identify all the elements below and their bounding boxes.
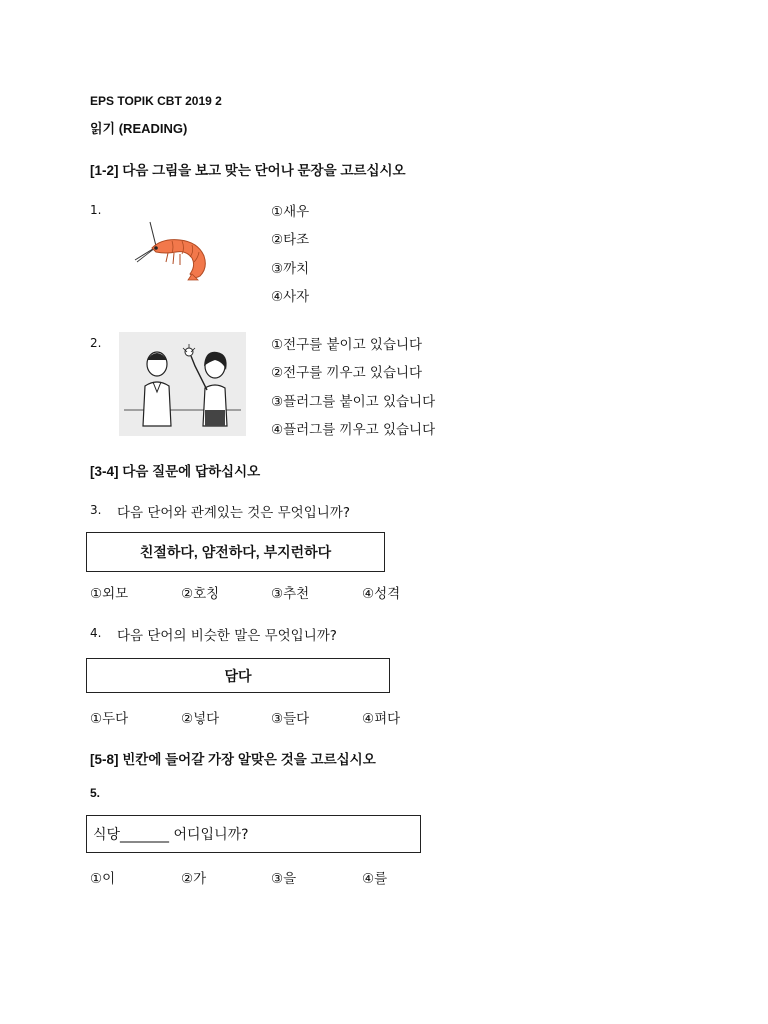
question-3-option-2[interactable]: ②호칭 bbox=[181, 586, 220, 602]
question-1-option-1[interactable]: ①새우 bbox=[271, 204, 310, 220]
question-2-option-1[interactable]: ①전구를 붙이고 있습니다 bbox=[271, 337, 423, 353]
question-5-sentence: 식당_______ 어디입니까? bbox=[93, 827, 249, 843]
question-5-option-3[interactable]: ③을 bbox=[271, 871, 297, 887]
question-5-number: 5. bbox=[90, 786, 101, 800]
question-4-number: 4. bbox=[90, 626, 102, 640]
question-4-option-3[interactable]: ③들다 bbox=[271, 711, 310, 727]
section-instruction-1-2: [1-2] 다음 그림을 보고 맞는 단어나 문장을 고르십시오 bbox=[90, 163, 406, 178]
question-2-option-2[interactable]: ②전구를 끼우고 있습니다 bbox=[271, 365, 423, 381]
section-instruction-5-8: [5-8] 빈칸에 들어갈 가장 알맞은 것을 고르십시오 bbox=[90, 752, 376, 767]
question-2-option-4[interactable]: ④플러그를 끼우고 있습니다 bbox=[271, 422, 436, 438]
exam-subtitle: 읽기 (READING) bbox=[90, 121, 188, 136]
question-5-option-1[interactable]: ①이 bbox=[90, 871, 116, 887]
question-1-number: 1. bbox=[90, 203, 102, 217]
question-3-text: 다음 단어와 관계있는 것은 무엇입니까? bbox=[117, 505, 350, 521]
shrimp-image bbox=[132, 220, 212, 282]
question-4-word: 담다 bbox=[224, 668, 252, 684]
people-plugging-icon bbox=[119, 332, 246, 436]
question-5-sentence-box bbox=[86, 815, 421, 853]
question-3-option-1[interactable]: ①외모 bbox=[90, 586, 129, 602]
question-3-option-3[interactable]: ③추천 bbox=[271, 586, 310, 602]
question-5-option-2[interactable]: ②가 bbox=[181, 871, 207, 887]
question-1-option-4[interactable]: ④사자 bbox=[271, 289, 310, 305]
question-3-option-4[interactable]: ④성격 bbox=[362, 586, 401, 602]
question-2-option-3[interactable]: ③플러그를 붙이고 있습니다 bbox=[271, 394, 436, 410]
question-5-option-4[interactable]: ④를 bbox=[362, 871, 388, 887]
question-4-word-box bbox=[86, 658, 390, 693]
question-4-option-2[interactable]: ②넣다 bbox=[181, 711, 220, 727]
question-4-option-4[interactable]: ④펴다 bbox=[362, 711, 401, 727]
question-3-word-box bbox=[86, 532, 385, 572]
question-1-option-3[interactable]: ③까치 bbox=[271, 261, 310, 277]
shrimp-icon bbox=[132, 220, 212, 282]
section-instruction-3-4: [3-4] 다음 질문에 답하십시오 bbox=[90, 464, 261, 479]
question-3-words: 친절하다, 얌전하다, 부지런하다 bbox=[139, 544, 332, 560]
question-3-number: 3. bbox=[90, 503, 102, 517]
question-1-option-2[interactable]: ②타조 bbox=[271, 232, 310, 248]
question-4-text: 다음 단어의 비슷한 말은 무엇입니까? bbox=[117, 628, 337, 644]
question-4-option-1[interactable]: ①두다 bbox=[90, 711, 129, 727]
people-image bbox=[119, 332, 246, 436]
exam-title: EPS TOPIK CBT 2019 2 bbox=[90, 94, 222, 108]
question-2-number: 2. bbox=[90, 336, 102, 350]
